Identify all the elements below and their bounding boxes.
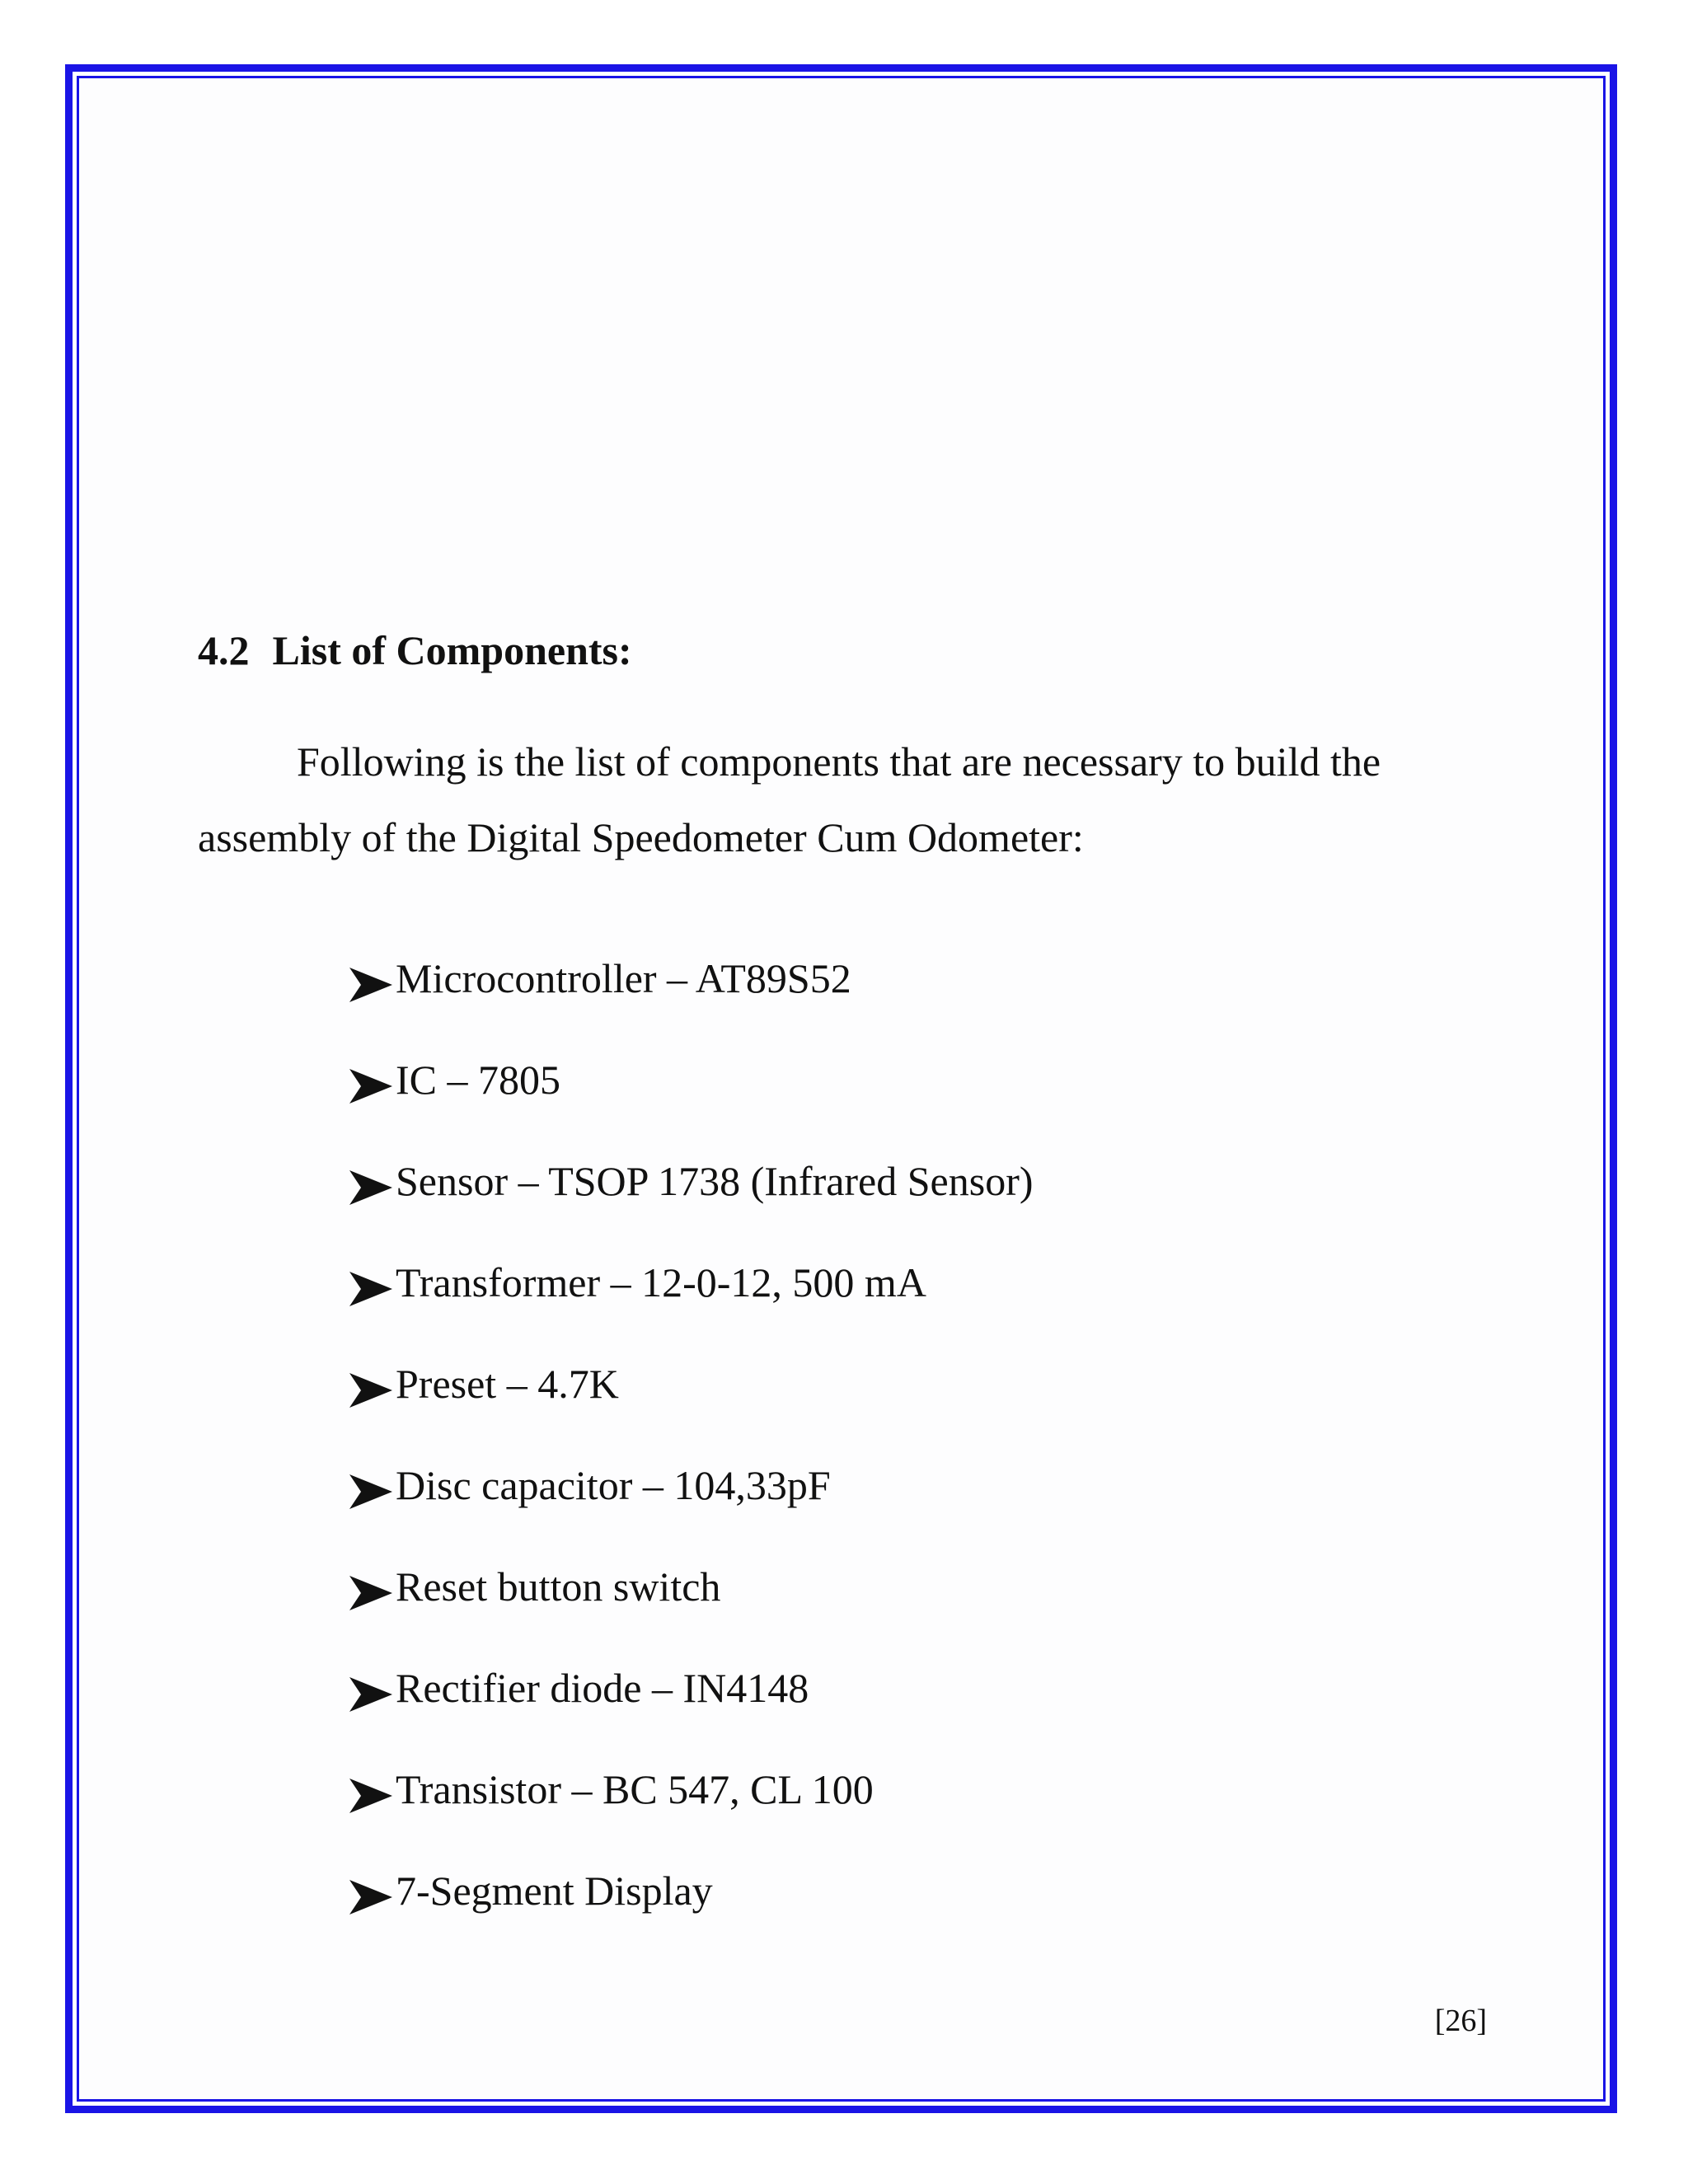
arrowhead-bullet-icon (346, 1268, 396, 1310)
arrowhead-bullet-icon (346, 1066, 396, 1107)
component-label: Microcontroller – AT89S52 (396, 955, 851, 1001)
arrowhead-bullet-icon (346, 1572, 396, 1614)
arrowhead-bullet-icon (346, 964, 396, 1005)
list-item (346, 1157, 1034, 1258)
component-label: Sensor – TSOP 1738 (Infrared Sensor) (396, 1158, 1034, 1204)
arrowhead-bullet-icon (346, 1370, 396, 1411)
component-label: Transformer – 12-0-12, 500 mA (396, 1259, 926, 1305)
page-number: [26] (1434, 2004, 1487, 2038)
list-item (346, 1563, 1034, 1664)
component-label: 7-Segment Display (396, 1868, 713, 1914)
component-label: Reset button switch (396, 1563, 721, 1610)
component-label: Transistor – BC 547, CL 100 (396, 1766, 874, 1812)
list-item (346, 1258, 1034, 1360)
arrowhead-bullet-icon (346, 1471, 396, 1512)
arrowhead-bullet-icon (346, 1877, 396, 1918)
component-label: Rectifier diode – IN4148 (396, 1665, 809, 1711)
section-heading (198, 626, 632, 674)
list-item (346, 1360, 1034, 1461)
arrowhead-bullet-icon (346, 1775, 396, 1816)
component-list (346, 954, 1034, 1968)
component-label: IC – 7805 (396, 1057, 560, 1103)
list-item (346, 954, 1034, 1056)
list-item (346, 1867, 1034, 1968)
list-item (346, 1664, 1034, 1765)
intro-line-1: Following is the list of components that are necessary to build the (297, 738, 1381, 785)
list-item (346, 1461, 1034, 1563)
component-label: Disc capacitor – 104,33pF (396, 1462, 831, 1508)
list-item (346, 1765, 1034, 1867)
section-title: List of Components: (272, 627, 632, 673)
component-label: Preset – 4.7K (396, 1361, 619, 1407)
section-number: 4.2 (198, 627, 250, 673)
intro-line-2: assembly of the Digital Speedometer Cum Odometer: (198, 814, 1084, 860)
list-item (346, 1056, 1034, 1157)
intro-paragraph (198, 724, 1517, 875)
arrowhead-bullet-icon (346, 1674, 396, 1715)
arrowhead-bullet-icon (346, 1167, 396, 1208)
